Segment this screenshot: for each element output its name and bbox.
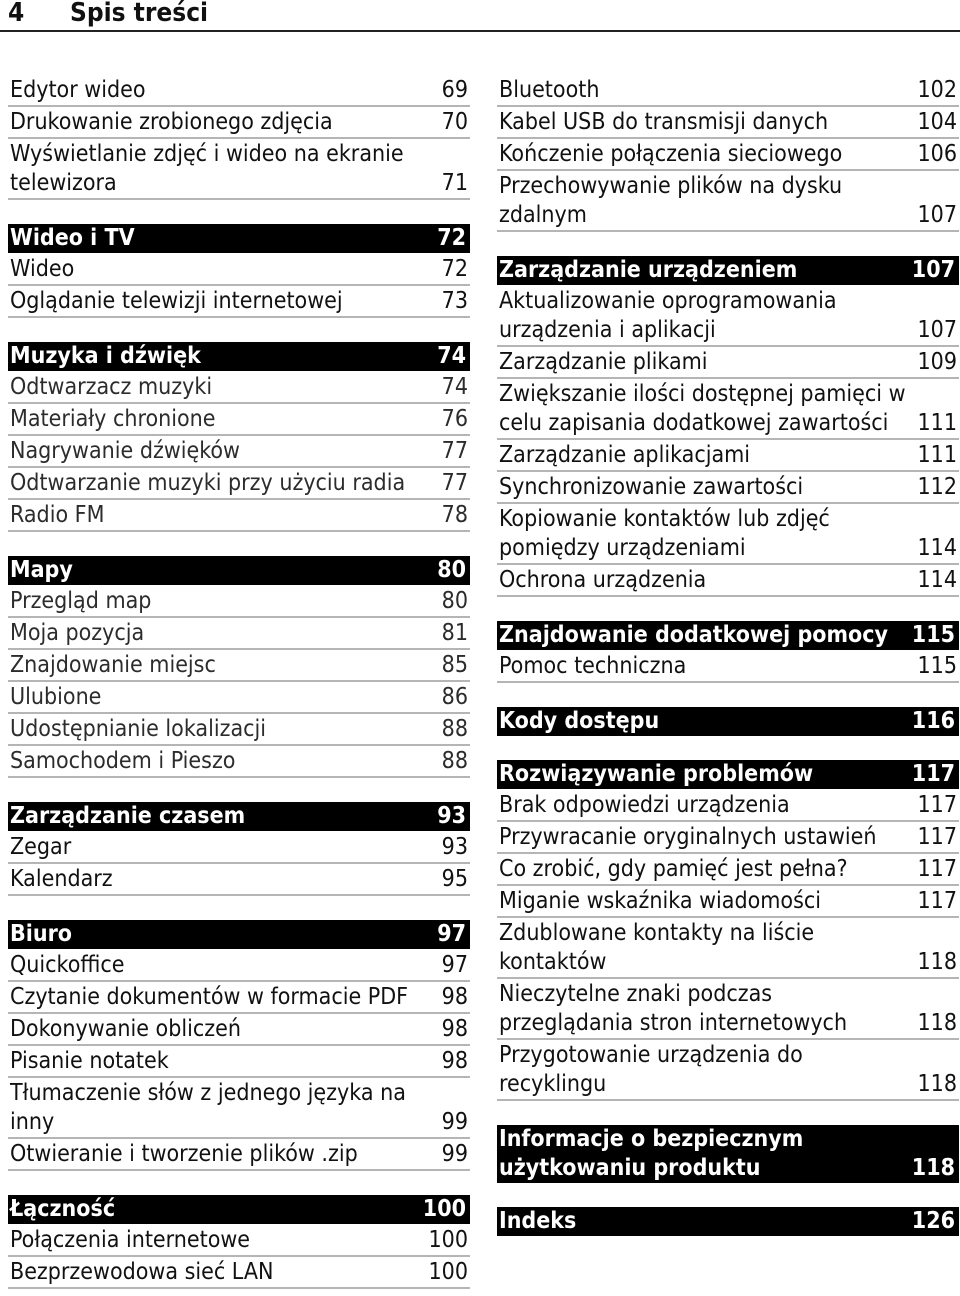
toc-entry-title: Połączenia internetowe: [10, 1227, 251, 1253]
toc-entry-title: Bezprzewodowa sieć LAN: [10, 1259, 274, 1285]
toc-page-number: 78: [441, 502, 468, 528]
toc-entry[interactable]: [8, 255, 470, 286]
toc-entry-title: Odtwarzanie muzyki przy użyciu radia: [10, 470, 406, 496]
toc-section-heading[interactable]: [497, 1125, 959, 1183]
toc-page-number: 118: [917, 1010, 957, 1036]
toc-entry[interactable]: [8, 1079, 470, 1139]
toc-entry-title: Udostępnianie lokalizacji: [10, 716, 267, 742]
toc-entry-title: Dokonywanie obliczeń: [10, 1016, 241, 1042]
toc-entry[interactable]: [497, 791, 959, 822]
toc-page-number: 104: [917, 109, 957, 135]
toc-entry-title: Znajdowanie dodatkowej pomocy: [499, 622, 889, 648]
toc-entry[interactable]: [8, 1047, 470, 1078]
toc-entry-title: Ochrona urządzenia: [499, 567, 707, 593]
toc-entry-title: Moja pozycja: [10, 620, 145, 646]
toc-page-number: 98: [441, 1016, 468, 1042]
toc-page-number: 76: [441, 406, 468, 432]
toc-entry-title: Kabel USB do transmisji danych: [499, 109, 829, 135]
toc-entry-title: Zarządzanie czasem: [10, 803, 246, 829]
toc-page-number: 77: [441, 470, 468, 496]
toc-entry[interactable]: [8, 373, 470, 404]
toc-section-heading[interactable]: [8, 920, 470, 949]
toc-entry-title: Zdublowane kontakty na liście kontaktów: [499, 920, 815, 975]
toc-entry[interactable]: [497, 823, 959, 854]
toc-column-right: [497, 76, 959, 1238]
toc-entry-title: Znajdowanie miejsc: [10, 652, 216, 678]
toc-page-number: 93: [441, 834, 468, 860]
toc-entry[interactable]: [8, 865, 470, 896]
toc-page-number: 116: [911, 708, 955, 734]
toc-entry-title: Informacje o bezpiecznym użytkowaniu produktu: [499, 1126, 804, 1181]
toc-entry[interactable]: [8, 1226, 470, 1257]
toc-entry-title: Przechowywanie plików na dysku zdalnym: [499, 173, 843, 228]
toc-page-number: 95: [441, 866, 468, 892]
toc-entry[interactable]: [8, 1258, 470, 1289]
toc-entry-title: Samochodem i Pieszo: [10, 748, 236, 774]
toc-entry-title: Aktualizowanie oprogramowania urządzenia i aplikacji: [499, 288, 837, 343]
toc-page-number: 117: [917, 888, 957, 914]
toc-page-number: 72: [437, 225, 466, 251]
toc-page-number: 112: [917, 474, 957, 500]
toc-entry-title: Synchronizowanie zawartości: [499, 474, 804, 500]
toc-entry-title: Nagrywanie dźwięków: [10, 438, 240, 464]
toc-entry[interactable]: [8, 1140, 470, 1171]
toc-entry[interactable]: [497, 980, 959, 1040]
toc-entry[interactable]: [8, 469, 470, 500]
toc-entry-title: Otwieranie i tworzenie plików .zip: [10, 1141, 358, 1167]
toc-entry[interactable]: [8, 587, 470, 618]
toc-page-number: 85: [441, 652, 468, 678]
toc-entry-title: Przygotowanie urządzenia do recyklingu: [499, 1042, 803, 1097]
toc-entry-title: Pomoc techniczna: [499, 653, 687, 679]
toc-page-number: 74: [437, 343, 466, 369]
toc-section-heading[interactable]: [8, 802, 470, 831]
toc-entry-title: Zarządzanie urządzeniem: [499, 257, 798, 283]
toc-entry[interactable]: [8, 108, 470, 139]
toc-page-number: 117: [917, 856, 957, 882]
toc-entry[interactable]: [497, 887, 959, 918]
toc-page-number: 111: [917, 410, 957, 436]
toc-entry[interactable]: [8, 287, 470, 318]
toc-entry-title: Odtwarzacz muzyki: [10, 374, 213, 400]
toc-entry[interactable]: [497, 76, 959, 107]
toc-entry[interactable]: [8, 833, 470, 864]
toc-entry-title: Wyświetlanie zdjęć i wideo na ekranie telewizora: [10, 141, 404, 196]
toc-page-number: 109: [917, 349, 957, 375]
toc-entry-title: Indeks: [499, 1208, 577, 1234]
toc-entry[interactable]: [497, 566, 959, 597]
toc-page-number: 97: [437, 921, 466, 947]
toc-entry-title: Zegar: [10, 834, 72, 860]
toc-page-number: 98: [441, 984, 468, 1010]
toc-page-number: 77: [441, 438, 468, 464]
toc-entry[interactable]: [8, 437, 470, 468]
toc-entry[interactable]: [8, 76, 470, 107]
toc-entry[interactable]: [8, 619, 470, 650]
toc-page-number: 118: [917, 949, 957, 975]
toc-entry-title: Oglądanie telewizji internetowej: [10, 288, 343, 314]
toc-page-number: 80: [437, 557, 466, 583]
page-title: Spis treści: [70, 0, 209, 28]
toc-page-number: 100: [428, 1259, 468, 1285]
toc-page-number: 71: [441, 170, 468, 196]
toc-entry-title: Wideo i TV: [10, 225, 135, 251]
toc-page-number: 74: [441, 374, 468, 400]
toc-page-number: 86: [441, 684, 468, 710]
toc-section-heading[interactable]: [8, 224, 470, 253]
toc-entry[interactable]: [497, 287, 959, 347]
toc-entry[interactable]: [497, 919, 959, 979]
toc-page-number: 100: [428, 1227, 468, 1253]
toc-page-number: 117: [911, 761, 955, 787]
toc-page-number: 100: [422, 1196, 466, 1222]
toc-entry-title: Drukowanie zrobionego zdjęcia: [10, 109, 333, 135]
toc-entry[interactable]: [8, 983, 470, 1014]
toc-page-number: 118: [911, 1155, 955, 1181]
toc-section-heading[interactable]: [497, 1207, 959, 1236]
toc-entry-title: Tłumaczenie słów z jednego języka na inny: [10, 1080, 406, 1135]
toc-entry-title: Rozwiązywanie problemów: [499, 761, 814, 787]
toc-entry[interactable]: [497, 108, 959, 139]
toc-entry-title: Kody dostępu: [499, 708, 660, 734]
toc-page-number: 126: [911, 1208, 955, 1234]
toc-page-number: 93: [437, 803, 466, 829]
toc-section-heading[interactable]: [8, 556, 470, 585]
toc-page-number: 88: [441, 748, 468, 774]
toc-entry-title: Pisanie notatek: [10, 1048, 169, 1074]
toc-page-number: 73: [441, 288, 468, 314]
toc-entry[interactable]: [8, 405, 470, 436]
toc-column-left: [8, 76, 470, 1290]
toc-entry-title: Przywracanie oryginalnych ustawień: [499, 824, 877, 850]
toc-entry[interactable]: [8, 747, 470, 778]
toc-entry-title: Mapy: [10, 557, 73, 583]
toc-page-number: 115: [917, 653, 957, 679]
toc-page-number: 99: [441, 1109, 468, 1135]
toc-entry[interactable]: [497, 348, 959, 379]
toc-page-number: 115: [911, 622, 955, 648]
toc-page-number: 114: [917, 567, 957, 593]
toc-entry[interactable]: [8, 501, 470, 532]
toc-entry[interactable]: [497, 505, 959, 565]
toc-section-heading[interactable]: [497, 256, 959, 285]
toc-entry-title: Miganie wskaźnika wiadomości: [499, 888, 821, 914]
toc-entry-title: Kopiowanie kontaktów lub zdjęć pomiędzy urządzeniami: [499, 506, 830, 561]
toc-entry[interactable]: [497, 855, 959, 886]
toc-page-number: 69: [441, 77, 468, 103]
toc-entry[interactable]: [497, 172, 959, 232]
toc-page-number: 114: [917, 535, 957, 561]
toc-entry[interactable]: [8, 140, 470, 200]
toc-entry-title: Quickoffice: [10, 952, 125, 978]
toc-entry-title: Zwiększanie ilości dostępnej pamięci w celu zapisania dodatkowej zawartości: [499, 381, 906, 436]
toc-page-number: 102: [917, 77, 957, 103]
toc-entry[interactable]: [8, 683, 470, 714]
toc-entry-title: Biuro: [10, 921, 73, 947]
toc-entry-title: Przegląd map: [10, 588, 152, 614]
toc-section-heading[interactable]: [497, 760, 959, 789]
toc-page-number: 107: [917, 317, 957, 343]
toc-page-number: 107: [911, 257, 955, 283]
toc-page-number: 72: [441, 256, 468, 282]
toc-page-number: 88: [441, 716, 468, 742]
toc-entry-title: Nieczytelne znaki podczas przeglądania stron internetowych: [499, 981, 848, 1036]
toc-entry[interactable]: [8, 715, 470, 746]
toc-page-number: 98: [441, 1048, 468, 1074]
toc-entry-title: Kalendarz: [10, 866, 113, 892]
toc-page-number: 70: [441, 109, 468, 135]
toc-entry[interactable]: [8, 1015, 470, 1046]
toc-entry-title: Brak odpowiedzi urządzenia: [499, 792, 790, 818]
toc-entry-title: Bluetooth: [499, 77, 600, 103]
toc-entry-title: Co zrobić, gdy pamięć jest pełna?: [499, 856, 848, 882]
toc-entry[interactable]: [497, 1041, 959, 1101]
toc-entry-title: Czytanie dokumentów w formacie PDF: [10, 984, 409, 1010]
toc-entry-title: Kończenie połączenia sieciowego: [499, 141, 843, 167]
toc-page-number: 97: [441, 952, 468, 978]
page-header: [0, 0, 960, 32]
toc-entry[interactable]: [8, 951, 470, 982]
toc-page-number: 118: [917, 1071, 957, 1097]
toc-entry-title: Zarządzanie plikami: [499, 349, 708, 375]
toc-entry-title: Wideo: [10, 256, 75, 282]
toc-entry-title: Edytor wideo: [10, 77, 146, 103]
toc-page-number: 117: [917, 824, 957, 850]
toc-entry[interactable]: [8, 651, 470, 682]
toc-page-number: 106: [917, 141, 957, 167]
toc-section-heading[interactable]: [8, 342, 470, 371]
toc-entry-title: Materiały chronione: [10, 406, 216, 432]
toc-entry[interactable]: [497, 380, 959, 440]
toc-entry[interactable]: [497, 441, 959, 472]
toc-section-heading[interactable]: [497, 621, 959, 650]
toc-entry[interactable]: [497, 652, 959, 683]
toc-section-heading[interactable]: [8, 1195, 470, 1224]
page-number: 4: [8, 0, 25, 28]
toc-page-number: 99: [441, 1141, 468, 1167]
toc-page-number: 80: [441, 588, 468, 614]
toc-page-number: 107: [917, 202, 957, 228]
toc-entry[interactable]: [497, 140, 959, 171]
toc-entry-title: Ulubione: [10, 684, 102, 710]
toc-entry-title: Muzyka i dźwięk: [10, 343, 201, 369]
toc-section-heading[interactable]: [497, 707, 959, 736]
toc-entry-title: Zarządzanie aplikacjami: [499, 442, 751, 468]
toc-entry-title: Łączność: [10, 1196, 116, 1222]
toc-page-number: 111: [917, 442, 957, 468]
toc-page-number: 117: [917, 792, 957, 818]
toc-entry[interactable]: [497, 473, 959, 504]
toc-page-number: 81: [441, 620, 468, 646]
toc-entry-title: Radio FM: [10, 502, 105, 528]
